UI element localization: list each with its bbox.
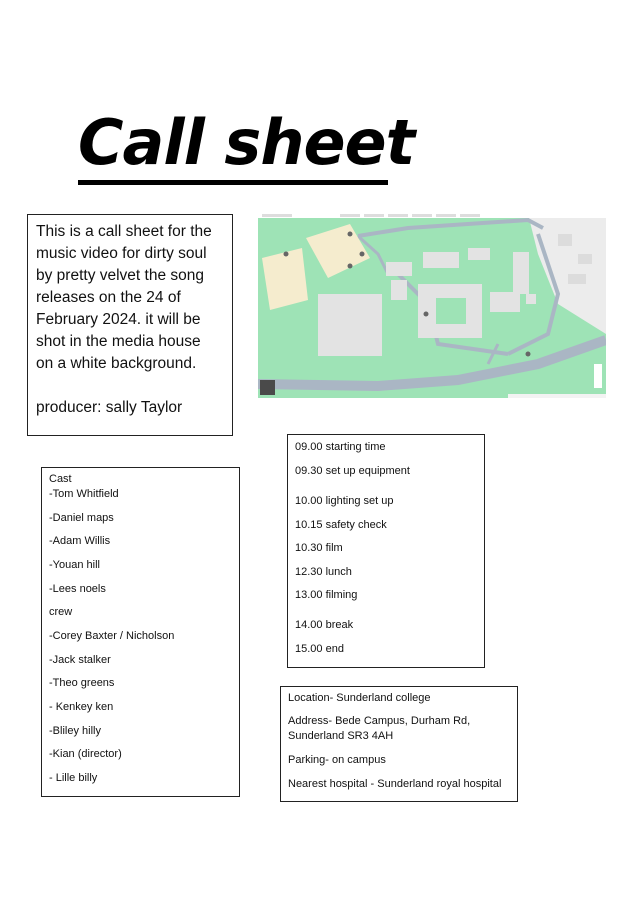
crew-member: -Kian (director) bbox=[49, 748, 122, 760]
address-line-1: Address- Bede Campus, Durham Rd, bbox=[288, 715, 471, 727]
cast-member: -Lees noels bbox=[49, 583, 106, 595]
location-map bbox=[258, 214, 606, 398]
intro-line: music video for dirty soul bbox=[36, 245, 207, 262]
crew-member: - Lille billy bbox=[49, 772, 98, 784]
location-box bbox=[280, 686, 518, 802]
crew-member: -Jack stalker bbox=[49, 654, 111, 666]
intro-line: This is a call sheet for the bbox=[36, 223, 212, 240]
intro-line: by pretty velvet the song bbox=[36, 267, 205, 284]
address-line-2: Sunderland SR3 4AH bbox=[288, 730, 394, 742]
intro-line: shot in the media house bbox=[36, 333, 201, 350]
schedule-item: 12.30 lunch bbox=[295, 566, 352, 578]
cast-heading: Cast bbox=[49, 473, 72, 485]
crew-member: -Bliley hilly bbox=[49, 725, 101, 737]
producer-line: producer: sally Taylor bbox=[36, 399, 183, 416]
schedule-item: 09.30 set up equipment bbox=[295, 465, 410, 477]
schedule-item: 14.00 break bbox=[295, 619, 354, 631]
crew-member: - Kenkey ken bbox=[49, 701, 114, 713]
location-line: Location- Sunderland college bbox=[288, 692, 431, 704]
cast-crew-box bbox=[41, 467, 240, 797]
intro-line: on a white background. bbox=[36, 355, 197, 372]
schedule-item: 15.00 end bbox=[295, 643, 344, 655]
intro-line: releases on the 24 of bbox=[36, 289, 181, 306]
page-title: Call sheet bbox=[78, 106, 415, 179]
cast-member: -Tom Whitfield bbox=[49, 488, 119, 500]
schedule-item: 10.30 film bbox=[295, 542, 343, 554]
cast-member: -Youan hill bbox=[49, 559, 100, 571]
parking-line: Parking- on campus bbox=[288, 754, 386, 766]
cast-member: -Daniel maps bbox=[49, 512, 114, 524]
hospital-line: Nearest hospital - Sunderland royal hospital bbox=[288, 778, 502, 790]
schedule-box bbox=[287, 434, 485, 668]
schedule-item: 10.00 lighting set up bbox=[295, 495, 394, 507]
map-image bbox=[258, 214, 606, 398]
intro-box bbox=[27, 214, 233, 436]
cast-member: -Adam Willis bbox=[49, 535, 111, 547]
crew-member: -Corey Baxter / Nicholson bbox=[49, 630, 175, 642]
crew-heading: crew bbox=[49, 606, 73, 618]
schedule-item: 13.00 filming bbox=[295, 589, 358, 601]
intro-line: February 2024. it will be bbox=[36, 311, 201, 328]
schedule-item: 10.15 safety check bbox=[295, 519, 387, 531]
crew-member: -Theo greens bbox=[49, 677, 115, 689]
title-underline bbox=[78, 180, 388, 185]
schedule-item: 09.00 starting time bbox=[295, 441, 386, 453]
